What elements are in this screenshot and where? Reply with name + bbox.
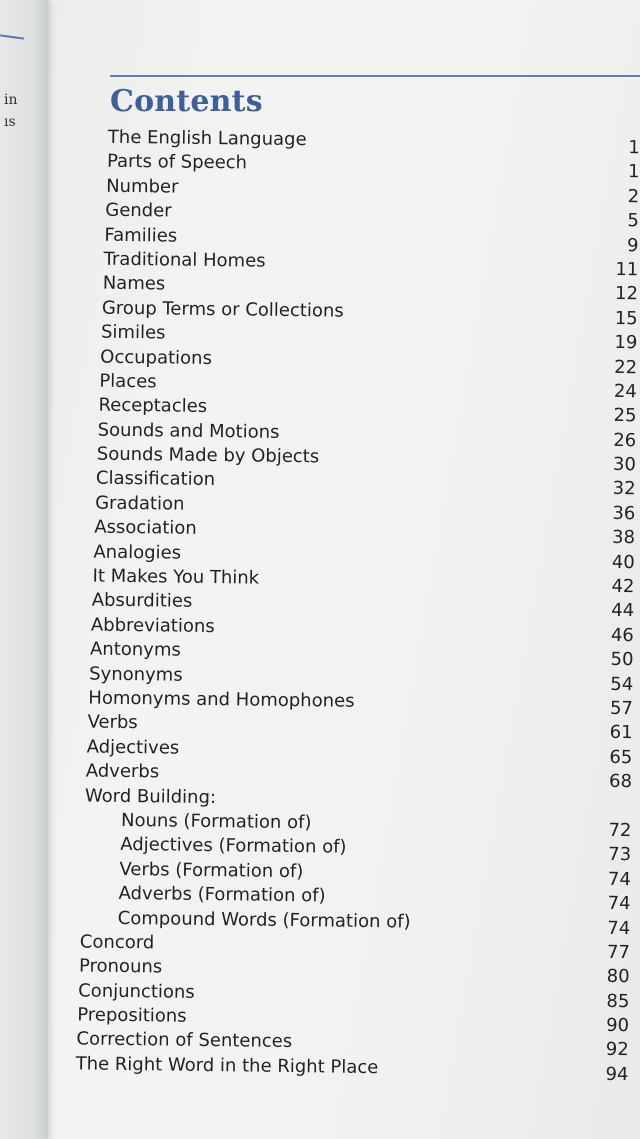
toc-entry-title: Number — [106, 175, 179, 198]
toc-entry-page: 92 — [605, 1039, 629, 1061]
toc-entry-page: 57 — [609, 697, 634, 720]
toc-entry-page: 40 — [611, 551, 635, 573]
toc-entry-page: 38 — [611, 527, 636, 549]
toc-entry-page: 42 — [611, 575, 635, 598]
table-of-contents — [36, 126, 640, 1084]
previous-page-fragment: in — [4, 92, 18, 108]
page-title: Contents — [110, 84, 263, 119]
toc-entry-title: Prepositions — [77, 1004, 187, 1027]
header-rule — [110, 75, 640, 77]
toc-entry-title: Synonyms — [89, 663, 183, 686]
toc-entry-title: Sounds Made by Objects — [96, 443, 320, 468]
toc-entry-page: 30 — [612, 454, 637, 476]
toc-entry-title: Sounds and Motions — [97, 419, 280, 443]
toc-entry-page: 22 — [614, 356, 638, 378]
toc-entry-title: Verbs — [87, 711, 138, 734]
toc-entry-page: 61 — [609, 722, 633, 744]
toc-entry-title: The Right Word in the Right Place — [75, 1053, 379, 1078]
toc-entry-page: 50 — [610, 649, 634, 671]
toc-entry-title: Gender — [105, 199, 172, 222]
contents-page — [48, 0, 640, 1139]
toc-entry-page: 36 — [612, 502, 636, 525]
toc-entry-title: Adjectives — [86, 736, 180, 759]
toc-entry-title: Analogies — [93, 541, 182, 564]
toc-entry-title: Correction of Sentences — [76, 1028, 293, 1053]
toc-entry-page: 12 — [614, 283, 639, 305]
toc-entry-page: 46 — [610, 624, 634, 647]
toc-entry-title: Homonyms and Homophones — [88, 687, 355, 712]
toc-entry-title: Adverbs — [85, 760, 160, 783]
toc-entry-title: Abbreviations — [90, 614, 215, 637]
toc-entry-title: Concord — [79, 931, 155, 954]
toc-entry-page: 77 — [606, 941, 631, 964]
toc-entry-page: 19 — [614, 332, 638, 354]
toc-entry-title: Families — [104, 224, 178, 247]
toc-entry-title: Word Building: — [84, 785, 217, 808]
toc-entry-title: Adverbs (Formation of) — [118, 883, 326, 907]
toc-entry-page: 9 — [627, 234, 639, 256]
toc-entry-title: Nouns (Formation of) — [120, 809, 312, 834]
toc-entry-page: 80 — [606, 966, 630, 988]
toc-entry-title: Adjectives (Formation of) — [120, 834, 347, 859]
toc-entry-title: Similes — [100, 321, 166, 344]
toc-entry-title: Gradation — [95, 492, 185, 515]
toc-entry-page: 73 — [608, 844, 632, 866]
toc-entry-title: Traditional Homes — [103, 248, 266, 272]
toc-entry-title: Compound Words (Formation of) — [117, 907, 411, 932]
toc-entry-title: Places — [99, 370, 157, 393]
toc-entry-title: Parts of Speech — [106, 151, 248, 174]
toc-entry-title: Conjunctions — [78, 980, 195, 1003]
toc-entry-title: Classification — [95, 468, 216, 491]
toc-entry-title: Names — [102, 273, 166, 295]
toc-entry-title: Absurdities — [91, 589, 193, 613]
toc-entry-title: It Makes You Think — [92, 565, 260, 589]
toc-entry-page: 68 — [608, 771, 633, 793]
toc-entry-page: 90 — [606, 1014, 630, 1037]
toc-entry-page: 1 — [628, 137, 640, 159]
toc-entry-page: 11 — [615, 258, 639, 281]
toc-entry-page: 94 — [605, 1063, 629, 1086]
toc-entry-title: Antonyms — [89, 638, 181, 661]
previous-page-fragment: ıs — [4, 114, 16, 130]
toc-entry-title: Verbs (Formation of) — [119, 858, 304, 882]
toc-entry-title: Association — [94, 516, 197, 540]
toc-entry-page: 1 — [627, 161, 640, 183]
toc-entry-page: 15 — [614, 307, 638, 329]
toc-entry-page: 74 — [607, 868, 631, 890]
toc-entry-page: 65 — [609, 746, 633, 768]
previous-page-rule — [0, 34, 24, 39]
toc-entry-page: 72 — [608, 819, 632, 842]
toc-entry-page: 32 — [612, 478, 636, 500]
toc-entry-page: 26 — [613, 429, 637, 451]
toc-entry-page: 2 — [627, 185, 640, 208]
toc-entry-title: Receptacles — [98, 394, 208, 418]
toc-entry-page: 54 — [610, 673, 634, 695]
toc-entry-page: 24 — [613, 380, 637, 403]
toc-entry-page: 44 — [611, 600, 635, 622]
toc-entry-title: Occupations — [100, 346, 213, 369]
toc-entry-page: 85 — [606, 990, 630, 1012]
toc-entry-title: Pronouns — [78, 955, 163, 978]
toc-entry-page: 5 — [627, 210, 640, 232]
toc-entry-page: 74 — [607, 917, 631, 939]
toc-entry-page: 74 — [607, 893, 631, 915]
toc-entry-title: Group Terms or Collections — [101, 297, 344, 322]
toc-entry-title: The English Language — [107, 126, 307, 151]
toc-entry-page: 25 — [613, 405, 637, 427]
